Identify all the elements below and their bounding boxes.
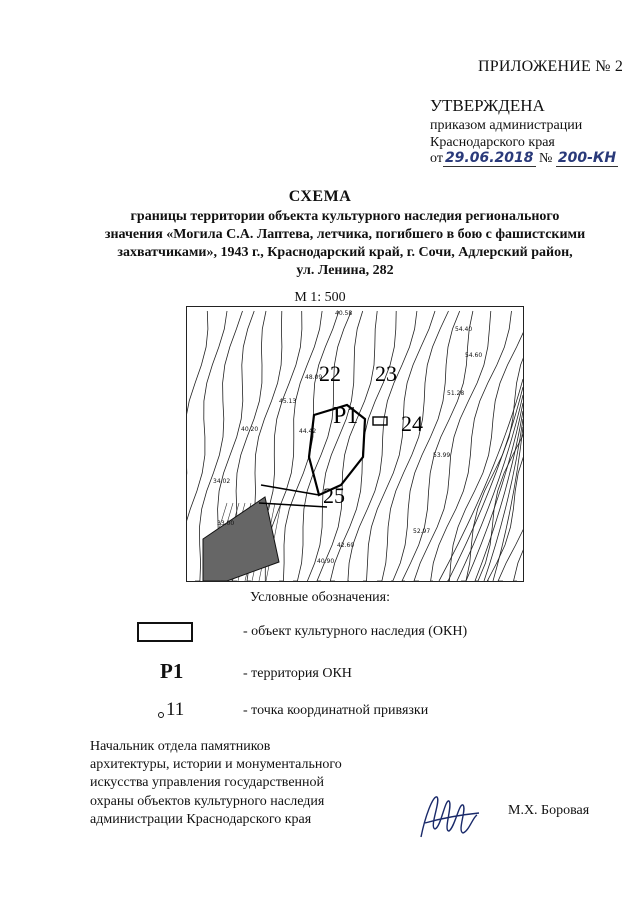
contour-line bbox=[279, 311, 339, 581]
handwritten-signature bbox=[415, 787, 481, 843]
contour-line bbox=[317, 311, 377, 581]
point-dot-icon bbox=[158, 712, 164, 718]
approved-label: УТВЕРЖДЕНА bbox=[430, 96, 545, 115]
point-label-22: 22 bbox=[319, 361, 341, 386]
survey-elevation-label: 52.97 bbox=[413, 528, 431, 535]
survey-elevation-label: 40.90 bbox=[317, 558, 335, 565]
point-label-24: 24 bbox=[401, 411, 423, 436]
legend-okn-text: - объект культурного наследия (ОКН) bbox=[243, 624, 468, 639]
survey-elevation-label: 42.60 bbox=[337, 542, 355, 549]
survey-elevation-label: 40.20 bbox=[241, 426, 259, 433]
legend-point-text: - точка координатной привязки bbox=[243, 703, 429, 718]
contour-line bbox=[439, 379, 523, 581]
monument-object bbox=[373, 417, 387, 425]
signatory-block bbox=[90, 738, 342, 829]
legend-title: Условные обозначения: bbox=[249, 590, 391, 605]
survey-elevation-label: 33.00 bbox=[217, 520, 235, 527]
signatory-line: Начальник отдела памятников bbox=[90, 739, 271, 754]
road-line bbox=[261, 485, 319, 495]
legend-territory-symbol: Р1 bbox=[160, 659, 184, 683]
hatched-building bbox=[203, 497, 279, 581]
document-title: СХЕМА bbox=[288, 188, 352, 205]
order-line-2: Краснодарского края bbox=[430, 135, 555, 150]
contour-line bbox=[293, 311, 351, 581]
survey-elevation-label: 54.40 bbox=[455, 326, 473, 333]
legend-territory-text: - территория ОКН bbox=[243, 666, 352, 681]
date-prefix: от bbox=[430, 151, 443, 166]
territory-label: Р1 bbox=[333, 403, 359, 429]
signer-name: М.Х. Боровая bbox=[508, 803, 590, 818]
contour-line bbox=[402, 311, 473, 581]
survey-elevation-label: 53.99 bbox=[433, 452, 451, 459]
order-number: 200-КН bbox=[557, 150, 617, 166]
signatory-line: искусства управления государственной bbox=[90, 775, 325, 791]
subtitle-line: значения «Могила С.А. Лаптева, летчика, погибшего в бою с фашистскими bbox=[104, 227, 586, 242]
order-date-row bbox=[430, 150, 618, 167]
contour-line bbox=[447, 311, 523, 581]
contour-line bbox=[348, 311, 417, 581]
contour-line bbox=[363, 311, 435, 581]
legend-point-number: 11 bbox=[166, 699, 185, 720]
contour-line bbox=[498, 311, 523, 581]
survey-elevation-label: 34.02 bbox=[213, 478, 231, 485]
signatory-line: охраны объектов культурного наследия bbox=[90, 793, 325, 809]
legend-okn-symbol bbox=[137, 622, 193, 642]
point-label-23: 23 bbox=[375, 361, 397, 386]
document-subtitle bbox=[80, 208, 610, 280]
subtitle-line: границы территории объекта культурного наследия регионального bbox=[130, 209, 560, 224]
survey-elevation-label: 51.28 bbox=[447, 390, 465, 397]
order-date: 29.06.2018 bbox=[444, 150, 534, 166]
signatory-line: администрации Краснодарского края bbox=[90, 811, 312, 827]
point-label-25: 25 bbox=[323, 483, 345, 508]
appendix-label: ПРИЛОЖЕНИЕ № 2 bbox=[478, 58, 624, 75]
subtitle-line: ул. Ленина, 282 bbox=[296, 263, 394, 278]
legend-point-symbol bbox=[158, 699, 184, 721]
survey-elevation-label: 48.09 bbox=[305, 374, 323, 381]
contour-line bbox=[391, 311, 460, 581]
site-map bbox=[186, 306, 524, 582]
map-scale: М 1: 500 bbox=[294, 290, 346, 305]
number-prefix: № bbox=[539, 151, 553, 166]
subtitle-line: захватчиками», 1943 г., Краснодарский край, г. Сочи, Адлерский район, bbox=[117, 245, 573, 260]
survey-elevation-label: 54.60 bbox=[465, 352, 483, 359]
map-drawing bbox=[187, 307, 523, 581]
signatory-line: архитектуры, истории и монументального bbox=[90, 757, 342, 773]
survey-elevation-label: 45.13 bbox=[279, 398, 297, 405]
survey-elevation-label: 44.42 bbox=[299, 428, 317, 435]
survey-elevation-label: 40.58 bbox=[335, 310, 353, 317]
order-line-1: приказом администрации bbox=[430, 118, 583, 133]
